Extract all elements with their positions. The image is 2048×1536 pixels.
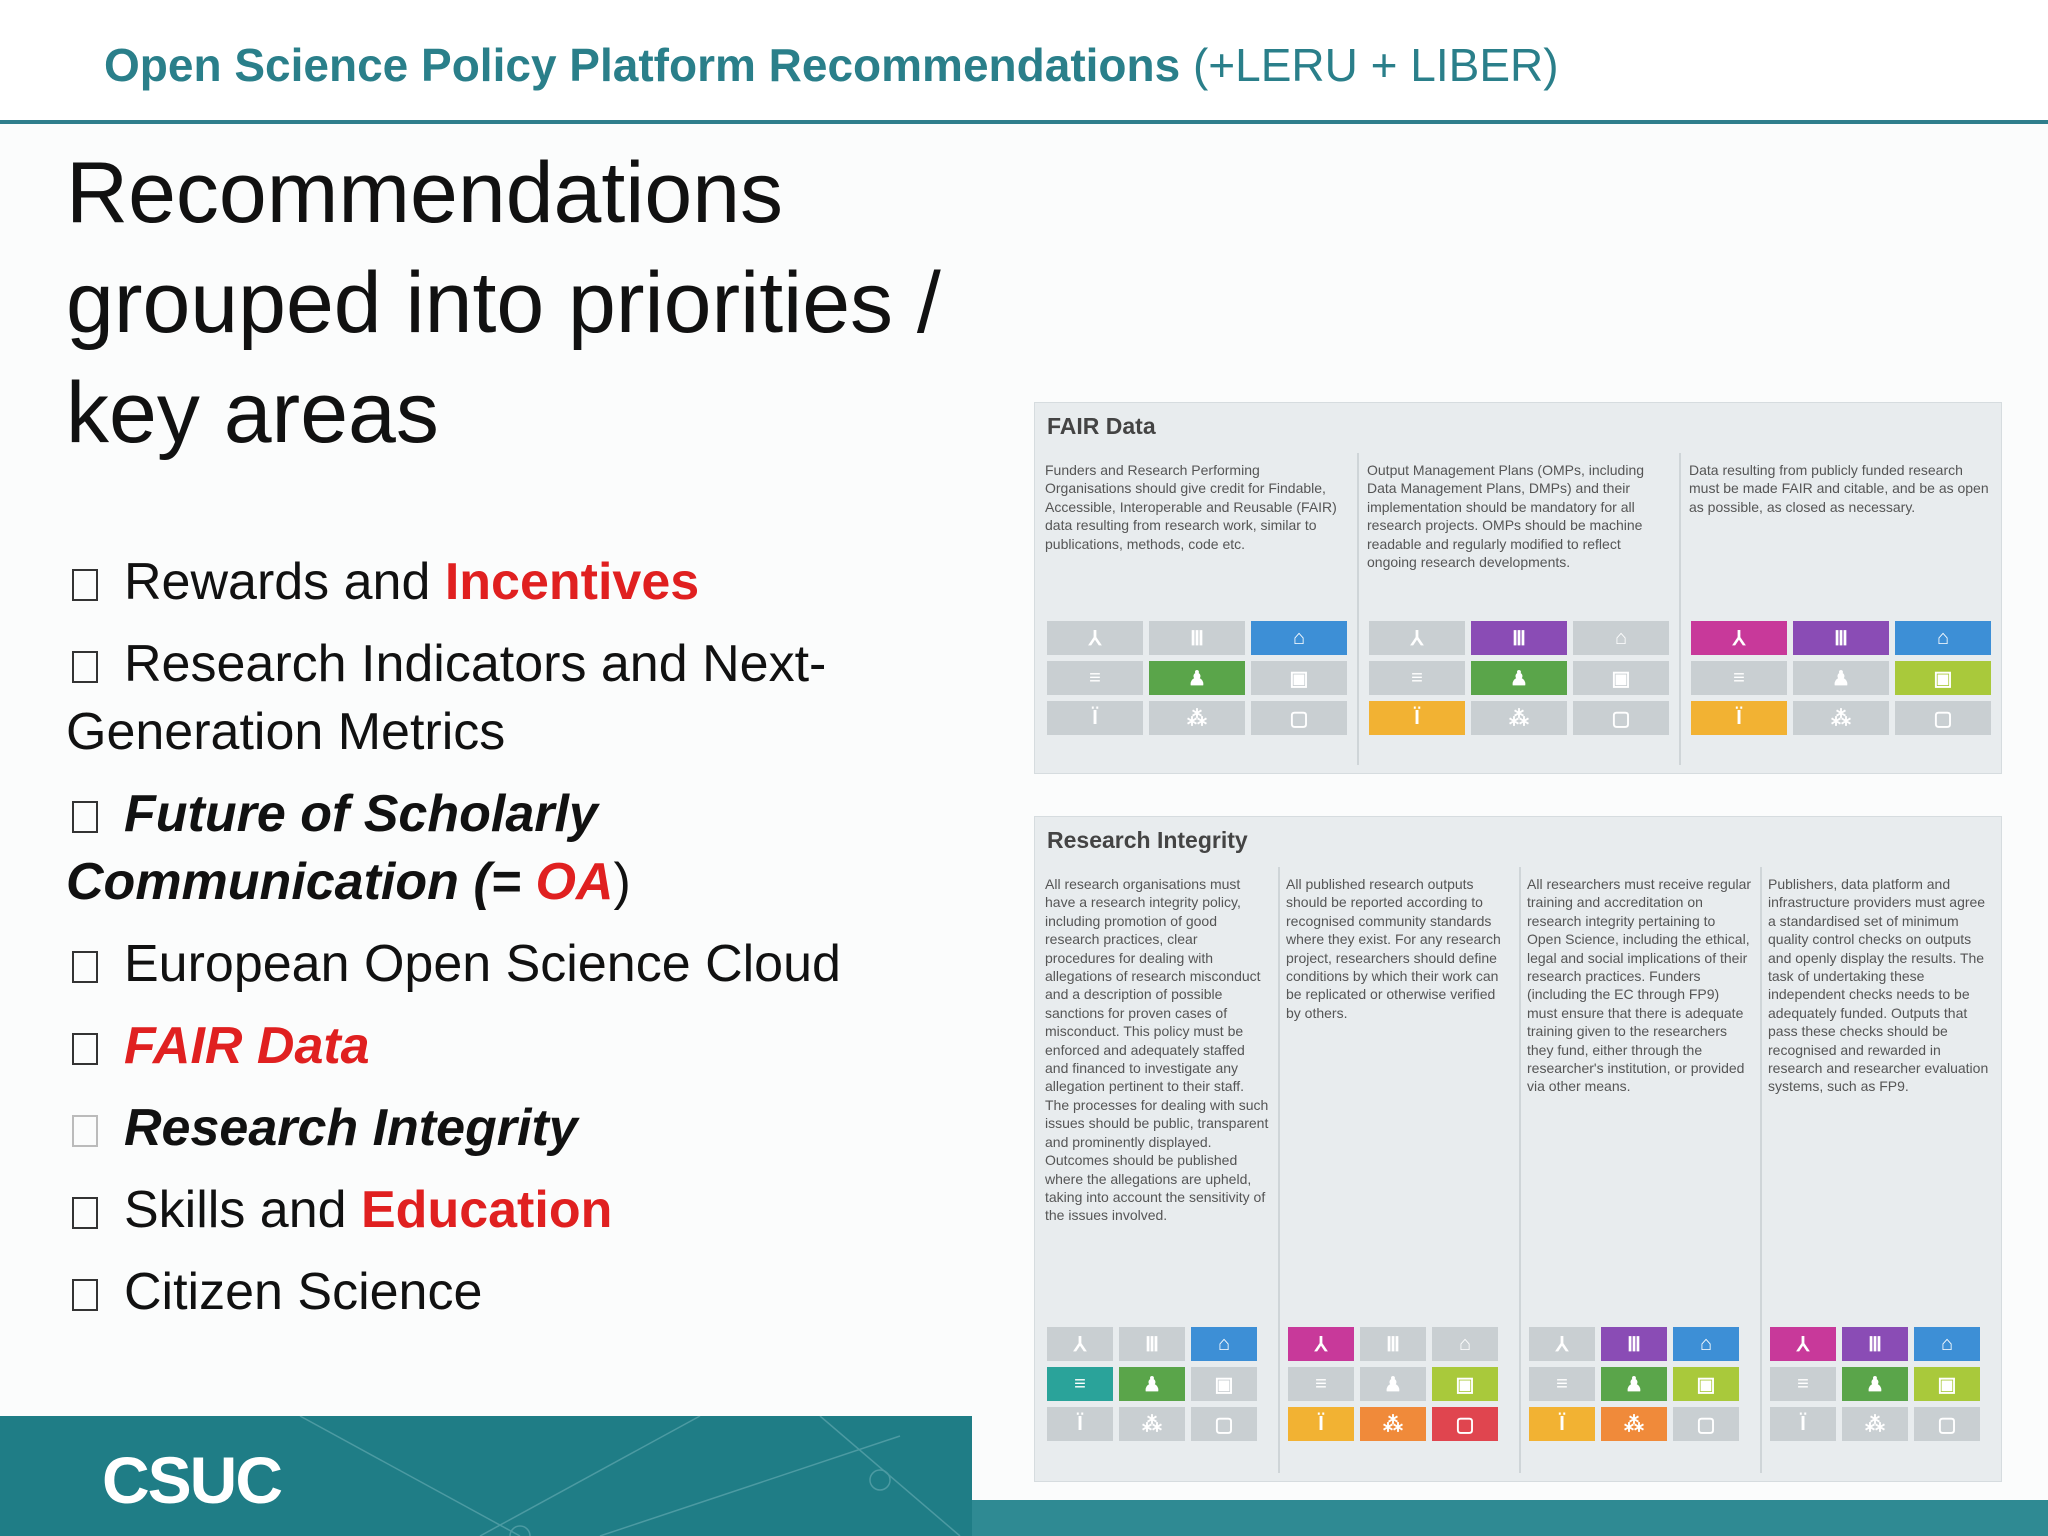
- list-item: Future of Scholarly Communication (= OA): [66, 785, 631, 911]
- integrity-col-1: All research organisations must have a research integrity policy, including promotion of good research practices, clear procedures for dealing with allegations of research misconduct and a description of possible sanctions for proven cases of misconduct. This policy must be enforced and adequately staffed and financed to investigate any allegation pertinent to their staff. The processes for dealing with such issues should be public, transparent and prominently displayed. Outcomes should be published where the allegations are upheld, taking into account the sensitivity of the issues involved.: [1045, 876, 1269, 1224]
- list-item: Rewards and Incentives: [66, 548, 966, 616]
- integrity-icon-grid: [1770, 1327, 1980, 1441]
- list-item: Citizen Science: [66, 1258, 966, 1326]
- category-icon: Ⅲ: [1119, 1327, 1185, 1361]
- category-icon: ≡: [1047, 661, 1143, 695]
- category-icon: Ⅲ: [1793, 621, 1889, 655]
- category-icon: ⁂: [1601, 1407, 1667, 1441]
- category-icon: ⅄: [1691, 621, 1787, 655]
- category-icon: ▣: [1191, 1367, 1257, 1401]
- checkbox-icon: [72, 569, 98, 601]
- header-rule: [0, 120, 2048, 124]
- category-icon: ♟: [1149, 661, 1245, 695]
- fair-data-title: FAIR Data: [1047, 413, 1156, 439]
- category-icon: Ⅲ: [1149, 621, 1245, 655]
- list-item: Skills and Education: [66, 1176, 966, 1244]
- fair-icon-grid: [1691, 621, 1991, 735]
- category-icon: ⌂: [1673, 1327, 1739, 1361]
- list-item: FAIR Data: [66, 1012, 966, 1080]
- fair-col-3: Data resulting from publicly funded research must be made FAIR and citable, and be as open as possible, as closed as necessary.: [1689, 462, 1989, 515]
- divider: [1679, 453, 1681, 765]
- checkbox-icon: [72, 951, 98, 983]
- divider: [1760, 867, 1762, 1473]
- checkbox-icon: [72, 801, 98, 833]
- category-icon: ≡: [1047, 1367, 1113, 1401]
- integrity-icon-grid: [1529, 1327, 1739, 1441]
- category-icon: ▢: [1251, 701, 1347, 735]
- category-icon: ▢: [1191, 1407, 1257, 1441]
- category-icon: ≡: [1369, 661, 1465, 695]
- category-icon: Ϊ: [1529, 1407, 1595, 1441]
- category-icon: ⁂: [1149, 701, 1245, 735]
- header-bar: [0, 0, 2048, 124]
- category-icon: ⁂: [1471, 701, 1567, 735]
- category-icon: ⁂: [1360, 1407, 1426, 1441]
- slide-title: Recommendations grouped into priorities / key areas: [66, 145, 941, 461]
- fair-data-panel: [1034, 402, 2002, 774]
- category-icon: ⅄: [1369, 621, 1465, 655]
- fair-icon-grid: [1047, 621, 1347, 735]
- csuc-logo: CSUC: [102, 1443, 282, 1517]
- category-icon: ⁂: [1842, 1407, 1908, 1441]
- checkbox-icon: [72, 1033, 98, 1065]
- category-icon: Ϊ: [1288, 1407, 1354, 1441]
- category-icon: ♟: [1842, 1367, 1908, 1401]
- category-icon: ⅄: [1529, 1327, 1595, 1361]
- category-icon: ≡: [1288, 1367, 1354, 1401]
- priority-list: [66, 548, 966, 1340]
- category-icon: ♟: [1793, 661, 1889, 695]
- category-icon: ⌂: [1251, 621, 1347, 655]
- category-icon: Ⅲ: [1471, 621, 1567, 655]
- divider: [1278, 867, 1280, 1473]
- integrity-col-3: All researchers must receive regular training and accreditation on research integrity pertaining to Open Science, including the ethical, legal and social implications of their research practices. Funders (including the EC through FP9) must ensure that there is adequate training given to the researchers they fund, either through the researcher's institution, or provided via other means.: [1527, 876, 1752, 1095]
- category-icon: ⌂: [1573, 621, 1669, 655]
- category-icon: Ϊ: [1369, 701, 1465, 735]
- category-icon: ⌂: [1895, 621, 1991, 655]
- research-integrity-title: Research Integrity: [1047, 827, 1248, 853]
- category-icon: ▣: [1432, 1367, 1498, 1401]
- category-icon: ▣: [1251, 661, 1347, 695]
- checkbox-icon: [72, 1115, 98, 1147]
- category-icon: Ⅲ: [1601, 1327, 1667, 1361]
- integrity-icon-grid: [1047, 1327, 1257, 1441]
- category-icon: ♟: [1601, 1367, 1667, 1401]
- category-icon: ⅄: [1770, 1327, 1836, 1361]
- integrity-col-2: All published research outputs should be reported according to recognised community standards where they exist. For any research project, researchers should define conditions by which their work can be replicated or otherwise verified by others.: [1286, 876, 1501, 1021]
- category-icon: ⅄: [1288, 1327, 1354, 1361]
- category-icon: ♟: [1471, 661, 1567, 695]
- checkbox-icon: [72, 1197, 98, 1229]
- fair-col-2: Output Management Plans (OMPs, including Data Management Plans, DMPs) and their implementation should be mandatory for all research projects. OMPs should be machine readable and regularly modified to reflect ongoing research developments.: [1367, 462, 1645, 571]
- category-icon: ⌂: [1914, 1327, 1980, 1361]
- integrity-col-4: Publishers, data platform and infrastructure providers must agree a standardised set of minimum quality control checks on outputs and openly display the results. The task of undertaking these independent checks needs to be adequately funded. Outputs that pass these checks should be recognised and rewarded in research and researcher evaluation systems, such as FP9.: [1768, 876, 1989, 1095]
- category-icon: ⅄: [1047, 1327, 1113, 1361]
- category-icon: Ϊ: [1770, 1407, 1836, 1441]
- list-item: Research Indicators and Next-Generation Metrics: [66, 635, 827, 761]
- category-icon: Ⅲ: [1842, 1327, 1908, 1361]
- list-item: European Open Science Cloud: [66, 930, 966, 998]
- fair-col-1: Funders and Research Performing Organisations should give credit for Findable, Accessible, Interoperable and Reusable (FAIR) data resulting from research work, similar to publications, methods, code etc.: [1045, 462, 1337, 552]
- category-icon: ▢: [1573, 701, 1669, 735]
- category-icon: ⁂: [1793, 701, 1889, 735]
- category-icon: ⌂: [1191, 1327, 1257, 1361]
- category-icon: ⅄: [1047, 621, 1143, 655]
- category-icon: Ⅲ: [1360, 1327, 1426, 1361]
- category-icon: ▢: [1914, 1407, 1980, 1441]
- category-icon: Ϊ: [1691, 701, 1787, 735]
- category-icon: ≡: [1529, 1367, 1595, 1401]
- category-icon: ≡: [1770, 1367, 1836, 1401]
- category-icon: ▣: [1573, 661, 1669, 695]
- research-integrity-panel: [1034, 816, 2002, 1482]
- category-icon: Ϊ: [1047, 1407, 1113, 1441]
- header-title: Open Science Policy Platform Recommendations (+LERU + LIBER): [104, 39, 1559, 91]
- list-item: Research Integrity: [66, 1094, 966, 1162]
- category-icon: ▢: [1895, 701, 1991, 735]
- category-icon: ▢: [1432, 1407, 1498, 1441]
- category-icon: ♟: [1360, 1367, 1426, 1401]
- footer-strip: [972, 1500, 2048, 1536]
- category-icon: ▢: [1673, 1407, 1739, 1441]
- category-icon: ⌂: [1432, 1327, 1498, 1361]
- category-icon: ≡: [1691, 661, 1787, 695]
- divider: [1519, 867, 1521, 1473]
- fair-icon-grid: [1369, 621, 1669, 735]
- category-icon: ▣: [1914, 1367, 1980, 1401]
- checkbox-icon: [72, 1279, 98, 1311]
- divider: [1357, 453, 1359, 765]
- category-icon: ▣: [1895, 661, 1991, 695]
- category-icon: ▣: [1673, 1367, 1739, 1401]
- checkbox-icon: [72, 651, 98, 683]
- category-icon: Ϊ: [1047, 701, 1143, 735]
- category-icon: ♟: [1119, 1367, 1185, 1401]
- integrity-icon-grid: [1288, 1327, 1498, 1441]
- category-icon: ⁂: [1119, 1407, 1185, 1441]
